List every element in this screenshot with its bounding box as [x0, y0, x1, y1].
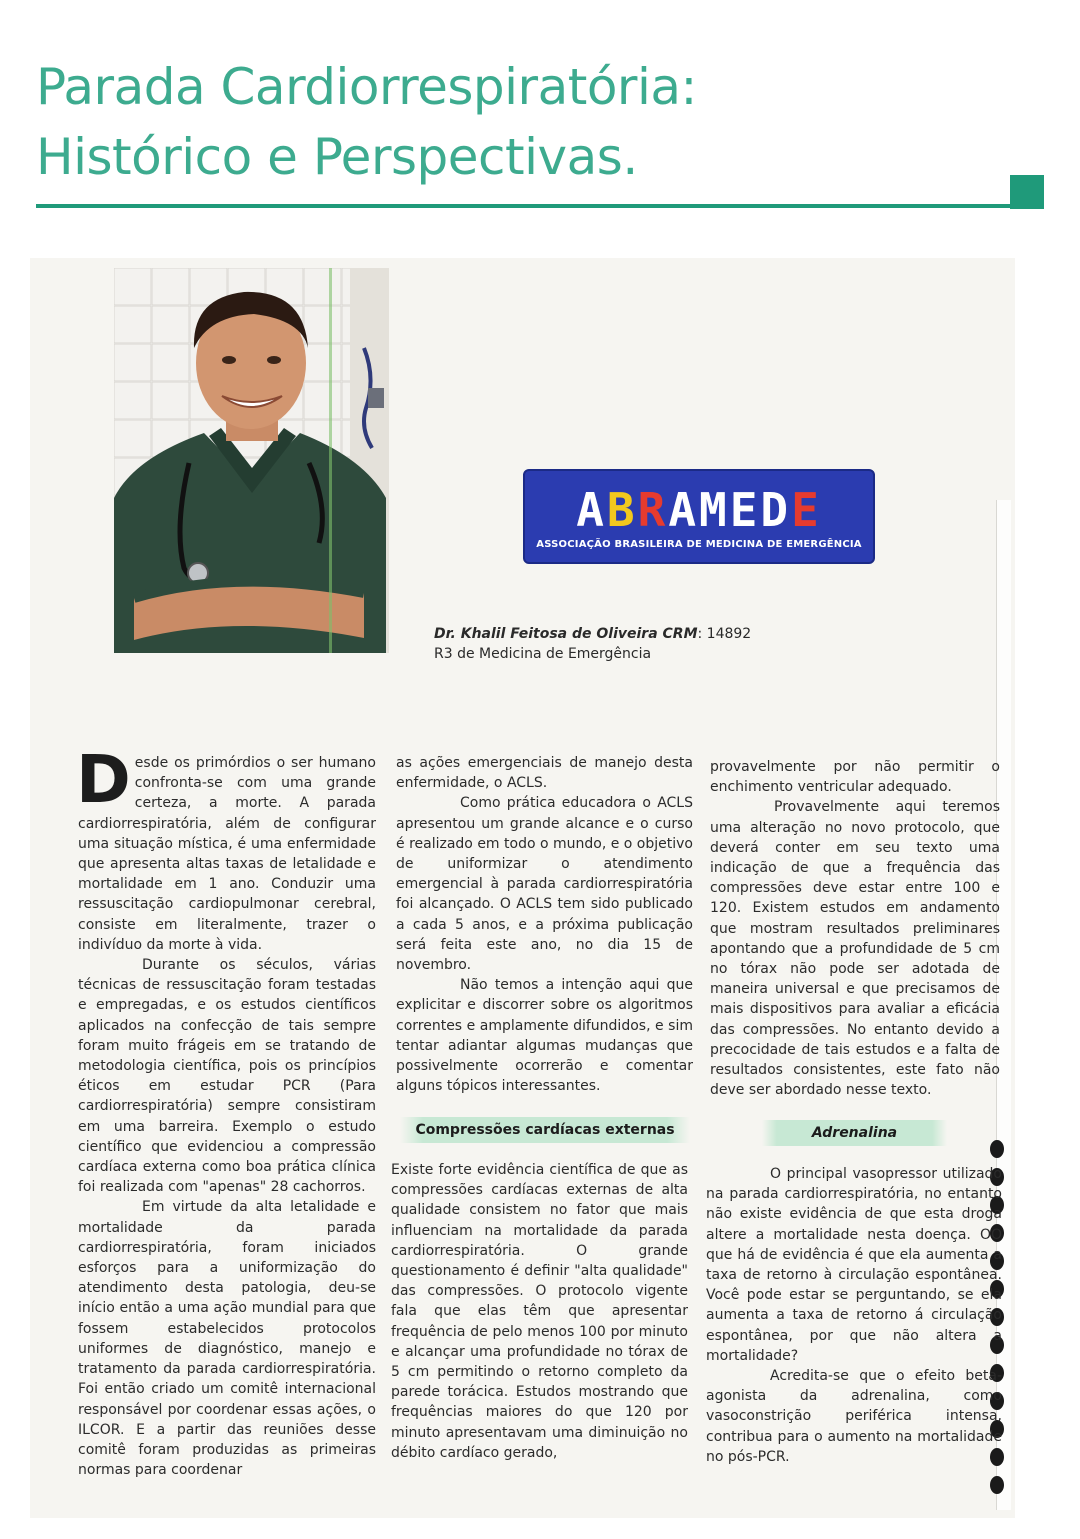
- paragraph: O principal vasopressor utilizado na parada cardiorrespiratória, no entanto não existe evidência de que esta droga altere a mortalidade nesta doença. OO que há de evidência é que ela aumenta a taxa de retorno à circulação espontânea. Você pode estar se perguntando, se ela aumenta a taxa de retorno á circulação espontânea, por que não altera a mortalidade?: [706, 1166, 1002, 1364]
- paragraph: esde os primórdios o ser humano confronta-se com uma grande certeza, a morte. A parada cardiorrespiratória, além de configurar uma situação mística, é uma enfermidade que apresenta altas taxas de letalidade e mortalidade em 1 ano. Conduzir uma ressuscitação cardiopulmonar cerebral, consiste em literalmente, trazer o indivíduo da morte à vida.: [78, 755, 376, 953]
- article-column-2-section: [391, 1160, 688, 1463]
- section-heading-adrenalina: Adrenalina: [762, 1120, 947, 1146]
- author-portrait-illustration: [114, 268, 389, 653]
- logo-letter-a: A: [576, 483, 607, 537]
- author-photo: [114, 268, 389, 653]
- paragraph: Provavelmente aqui teremos uma alteração no novo protocolo, que deverá conter em seu texto uma indicação de que a frequência das compressões deve estar entre 100 e 120. Existem estudos em andamento que mostram resultados preliminares apontando que a profundidade de 5 cm no tórax não pode ser adotada de maneira universal e que precisamos de mais dispositivos para avaliar a eficácia das compressões. No entanto devido a precocidade de tais estudos e a falta de resultados consistentes, este fato não deve ser abordado nesse texto.: [710, 799, 1000, 1099]
- article-column-3: [710, 757, 1000, 1100]
- title-underline: [36, 204, 1016, 208]
- paragraph: provavelmente por não permitir o enchimento ventricular adequado.: [710, 759, 1000, 796]
- title-line-2: Histórico e Perspectivas.: [36, 128, 638, 186]
- author-crm: : 14892: [697, 626, 752, 642]
- logo-subtitle: ASSOCIAÇÃO BRASILEIRA DE MEDICINA DE EMERGÊNCIA: [536, 539, 862, 550]
- paragraph: as ações emergenciais de manejo desta enfermidade, o ACLS.: [396, 755, 693, 792]
- section-heading-compressoes: Compressões cardíacas externas: [400, 1117, 690, 1143]
- article-column-2: [396, 753, 693, 1096]
- title-accent-square: [1010, 175, 1044, 209]
- title-line-1: Parada Cardiorrespiratória:: [36, 58, 697, 116]
- logo-letter-b: B: [606, 483, 638, 537]
- spiral-ring: [990, 1140, 1004, 1158]
- paragraph: Durante os séculos, várias técnicas de ressuscitação foram testadas e empregadas, e os estudos científicos aplicados na confecção de tais sempre foram muito frágeis em se tratando de metodologia científica, pois os princípios éticos em estudar PCR (Para cardiorrespiratória) sempre consistiram em uma barreira. Exemplo o estudo científico que evidenciou a compressão cardíaca externa como boa prática clínica foi realizada com "apenas" 28 cachorros.: [78, 957, 376, 1196]
- author-role: R3 de Medicina de Emergência: [434, 646, 652, 662]
- paragraph: Como prática educadora o ACLS apresentou um grande alcance e o curso é realizado em todo o mundo, e o objetivo de uniformizar o atendimento emergencial à parada cardiorrespiratória foi alcançado. O ACLS tem sido publicado a cada 5 anos, e a próxima publicação será feita este ano, no dia 15 de novembro.: [396, 795, 693, 974]
- spiral-ring: [990, 1476, 1004, 1494]
- author-credit: [434, 624, 751, 664]
- author-name: Dr. Khalil Feitosa de Oliveira CRM: [434, 626, 698, 642]
- abramede-logo: [523, 469, 875, 564]
- paragraph: Não temos a intenção aqui que explicitar e discorrer sobre os algoritmos correntes e amplamente difundidos, e sim tentar adiantar algumas mudanças que possivelmente ocorrerão e comentar alguns tópicos interessantes.: [396, 977, 693, 1095]
- logo-letter-r: R: [637, 483, 669, 537]
- logo-wordmark: [525, 485, 873, 535]
- page-title: [36, 52, 697, 192]
- paragraph: Em virtude da alta letalidade e mortalidade da parada cardiorrespiratória, foram iniciados esforços para a uniformização do atendimento desta patologia, deu-se início então a uma ação mundial para que fossem estabelecidos protocolos uniformes de diagnóstico, manejo e tratamento da parada cardiorrespiratória. Foi então criado um comitê internacional responsável por coordenar essas ações, o ILCOR. E a partir das reuniões desse comitê foram produzidas as primeiras normas para coordenar: [78, 1199, 376, 1479]
- logo-letter-e: E: [791, 483, 822, 537]
- logo-letters-amed: AMED: [668, 483, 792, 537]
- drop-cap: D: [76, 741, 131, 818]
- paragraph: Existe forte evidência científica de que as compressões cardíacas externas de alta qualidade consistem no fator que mais influenciam na mortalidade da parada cardiorrespiratória. O grande questionamento é definir "alta qualidade" das compressões. O protocolo vigente fala que elas têm que apresentar frequência de pelo menos 100 por minuto e alcançar uma profundidade no tórax de 5 cm permitindo o retorno completo da parede torácica. Estudos mostrando que frequências maiores do que 120 por minuto apresentavam uma diminuição no débito cardíaco gerado,: [391, 1162, 688, 1461]
- article-column-1: [76, 741, 376, 1480]
- article-column-3-section: [706, 1164, 1002, 1467]
- paragraph: Acredita-se que o efeito beta-agonista da adrenalina, como vasoconstrição periférica intensa, contribua para o aumento na mortalidade no pós-PCR.: [706, 1368, 1002, 1465]
